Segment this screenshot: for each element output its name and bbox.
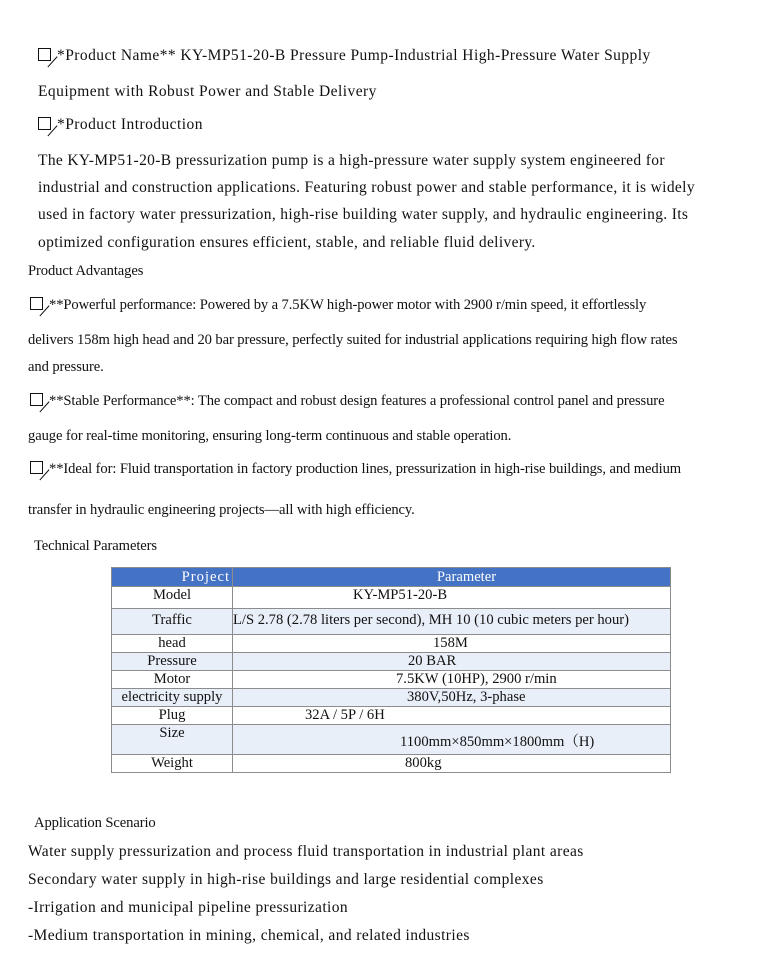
advantage-item [30,461,681,478]
row-label: Model [112,587,233,609]
table-row [112,609,671,635]
advantage-text: delivers 158m high head and 20 bar pressure, perfectly suited for industrial applications requiring high flow rates [28,332,678,348]
row-value: 20 BAR [233,653,671,671]
table-row [112,635,671,653]
advantage-text: transfer in hydraulic engineering projects—all with high efficiency. [28,502,415,518]
row-value: 7.5KW (10HP), 2900 r/min [233,671,671,689]
advantage-text: gauge for real-time monitoring, ensuring long-term continuous and stable operation. [28,428,512,444]
row-label: Size [112,725,233,755]
row-value: 158M [233,635,671,653]
product-name-text: *Product Name** KY-MP51-20-B Pressure Pump-Industrial High-Pressure Water Supply [57,47,651,64]
application-item: -Irrigation and municipal pipeline pressurization [28,899,349,916]
row-label: head [112,635,233,653]
table-header-row [112,568,671,587]
checked-box-icon [30,461,43,474]
application-item: -Medium transportation in mining, chemical, and related industries [28,927,470,944]
row-value: 380V,50Hz, 3-phase [233,689,671,707]
table-row [112,707,671,725]
row-value: 1100mm×850mm×1800mm（H) [233,725,671,755]
table-row [112,653,671,671]
row-label: electricity supply [112,689,233,707]
table-row [112,671,671,689]
row-label: Weight [112,755,233,773]
advantage-item [30,297,646,314]
row-value: 32A / 5P / 6H [233,707,671,725]
table-row [112,689,671,707]
technical-parameters-table [111,567,671,773]
advantage-text: **Ideal for: Fluid transportation in factory production lines, pressurization in high-rise buildings, and medium [49,461,682,477]
row-label: Pressure [112,653,233,671]
advantage-text: and pressure. [28,359,104,375]
checked-box-icon [38,48,51,61]
advantage-text: **Powerful performance: Powered by a 7.5KW high-power motor with 2900 r/min speed, it effortlessly [49,297,647,313]
row-value: L/S 2.78 (2.78 liters per second), MH 10 (10 cubic meters per hour) [233,609,671,635]
column-header-project: Project [112,568,233,587]
table-row [112,587,671,609]
advantages-heading: Product Advantages [28,263,144,279]
row-label: Motor [112,671,233,689]
technical-heading: Technical Parameters [34,538,157,554]
intro-heading [38,116,203,134]
application-item: Secondary water supply in high-rise buildings and large residential complexes [28,871,544,888]
checked-box-icon [30,393,43,406]
row-label: Plug [112,707,233,725]
column-header-parameter: Parameter [233,568,671,587]
intro-line: The KY-MP51-20-B pressurization pump is a high-pressure water supply system engineered for [38,152,665,169]
checked-box-icon [38,117,51,130]
intro-line: used in factory water pressurization, high-rise building water supply, and hydraulic engineering. Its [38,206,689,223]
intro-heading-text: *Product Introduction [57,116,203,133]
product-name-continuation: Equipment with Robust Power and Stable Delivery [38,83,377,100]
row-label: Traffic [112,609,233,635]
application-heading: Application Scenario [34,815,156,831]
application-item: Water supply pressurization and process fluid transportation in industrial plant areas [28,843,584,860]
intro-line: industrial and construction applications. Featuring robust power and stable performance, it is widely [38,179,695,196]
row-value: 800kg [233,755,671,773]
row-value: KY-MP51-20-B [233,587,671,609]
intro-line: optimized configuration ensures efficient, stable, and reliable fluid delivery. [38,234,536,251]
advantage-item [30,393,664,410]
table-row [112,725,671,755]
product-name-line [38,47,651,65]
table-row [112,755,671,773]
checked-box-icon [30,297,43,310]
advantage-text: **Stable Performance**: The compact and robust design features a professional control panel and pressure [49,393,665,409]
